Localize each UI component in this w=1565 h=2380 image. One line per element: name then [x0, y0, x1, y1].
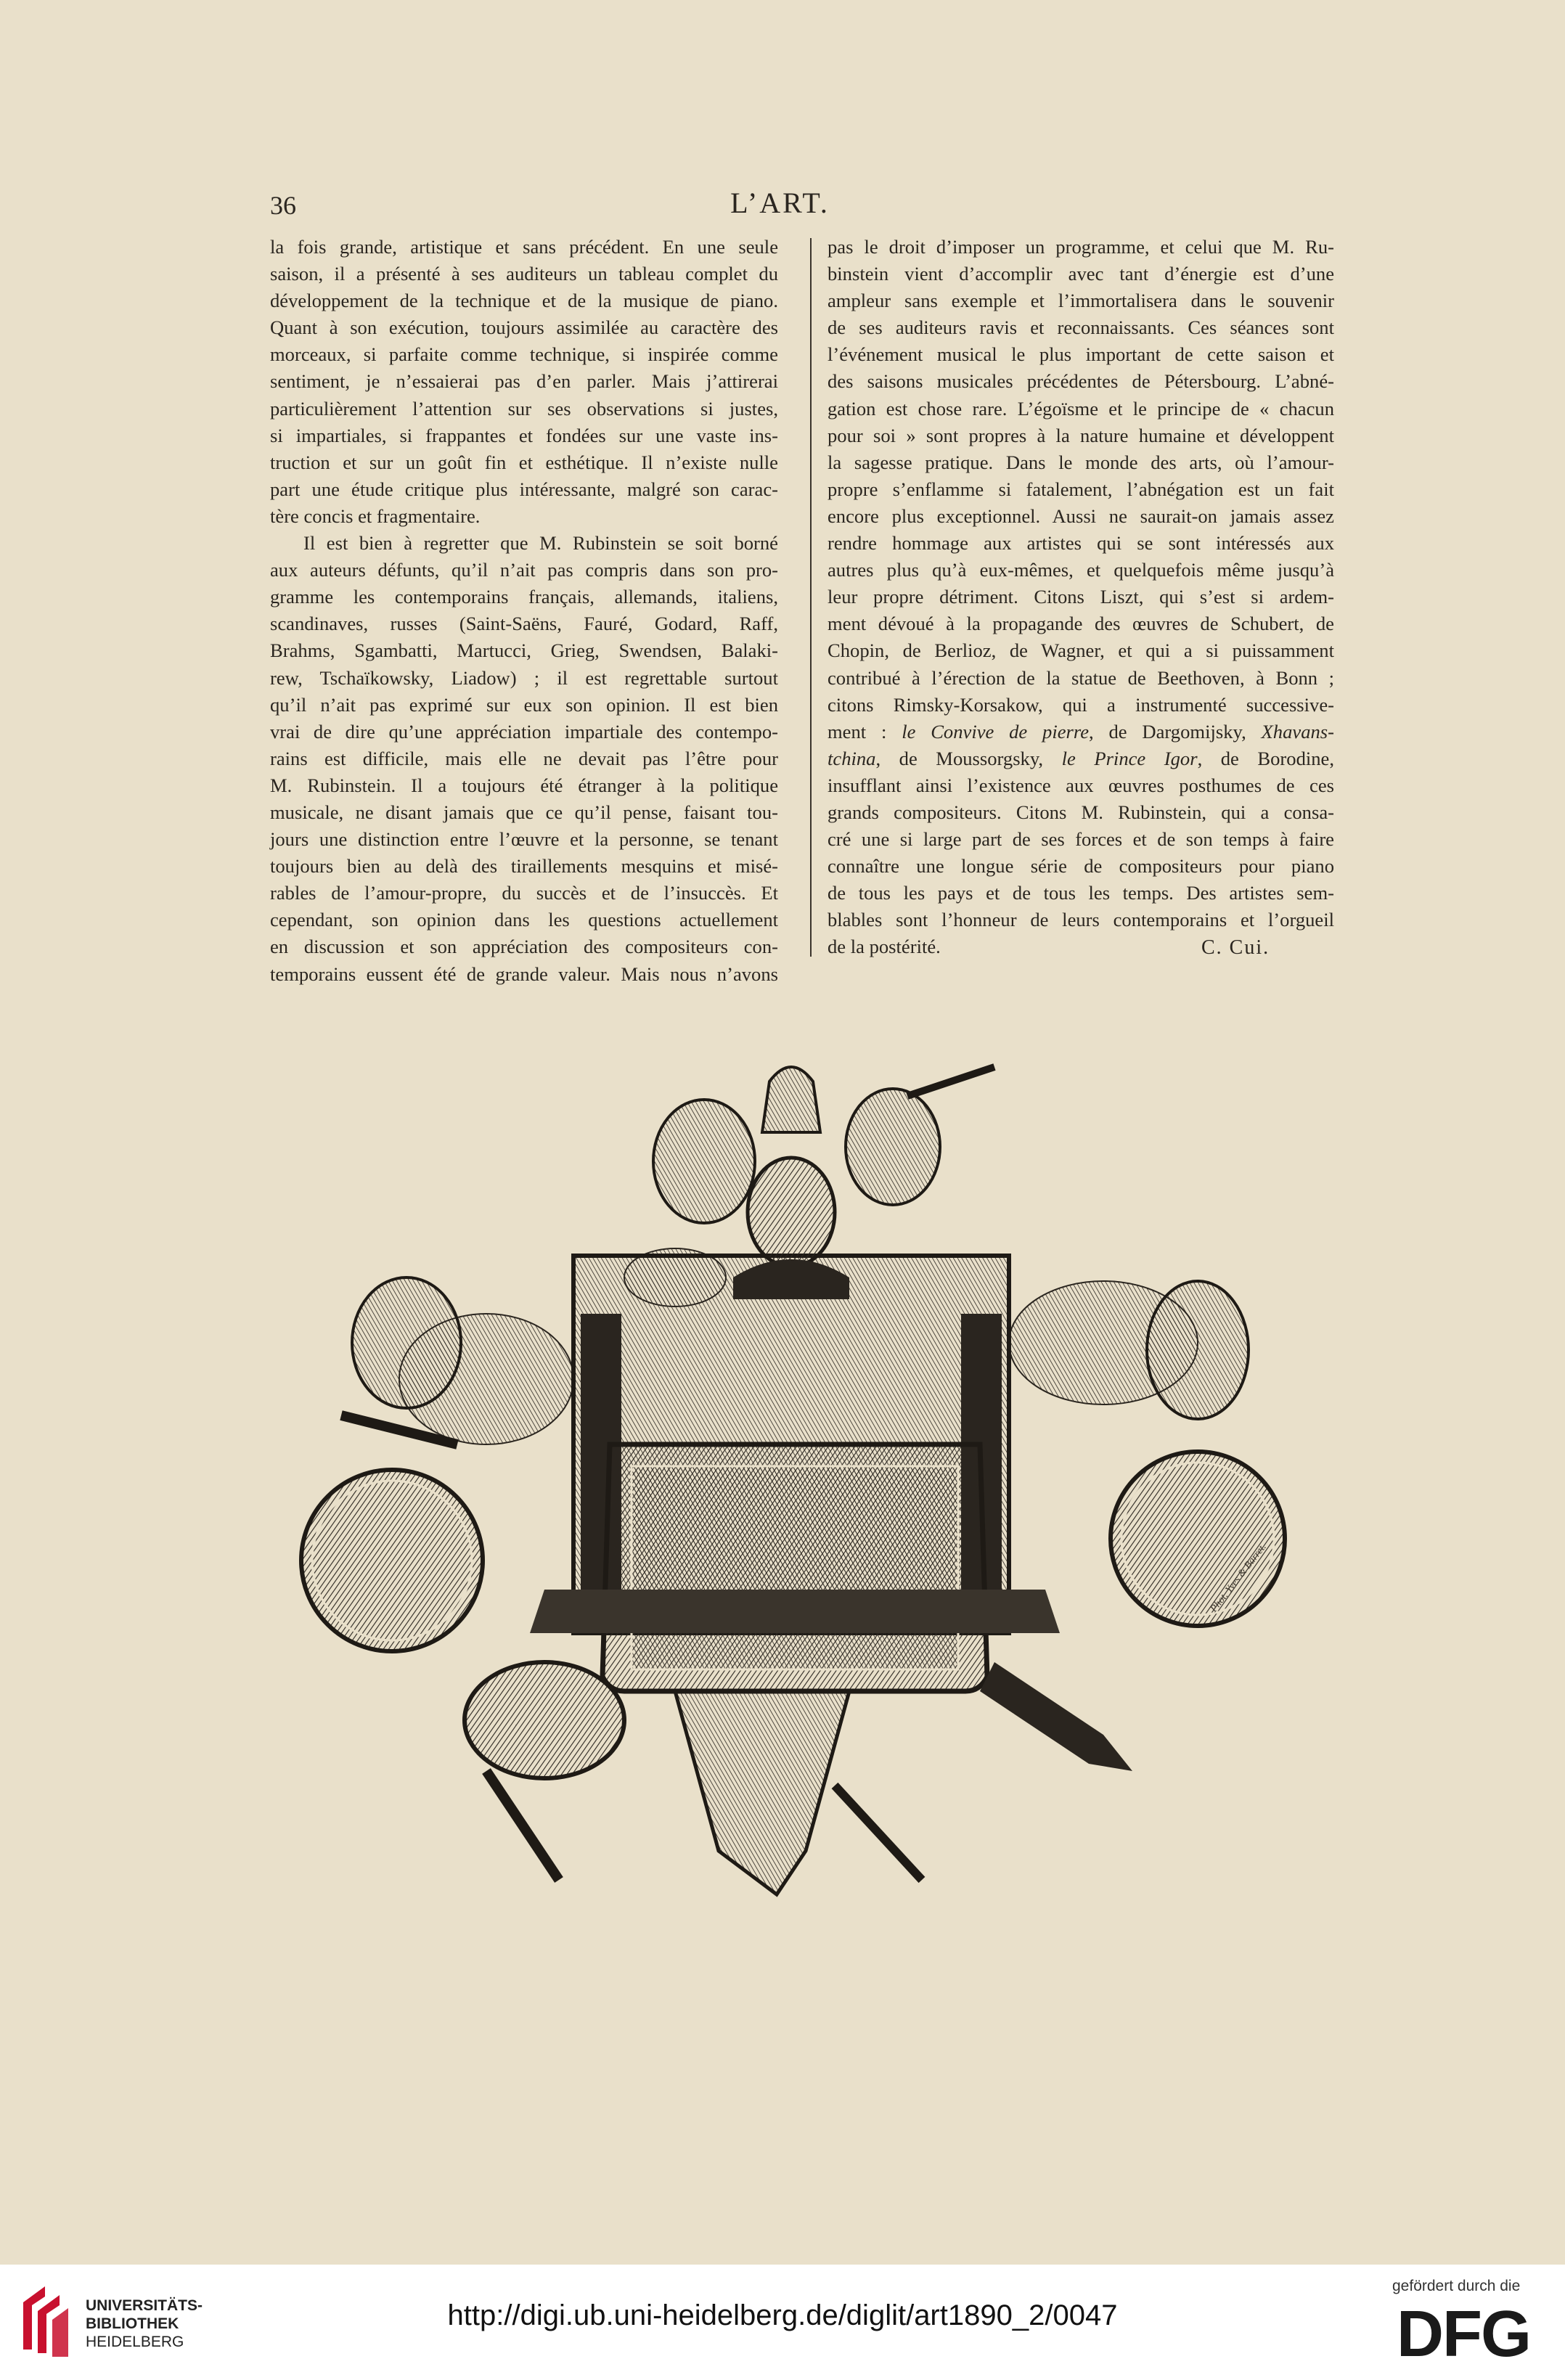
text-line: vrai de dire qu’une appréciation impartiale des contempo- — [270, 720, 778, 743]
text-line: insufflant ainsi l’existence aux œuvres posthumes de ces — [828, 774, 1334, 796]
work-title: Xhavans- — [1261, 720, 1334, 743]
page-number: 36 — [270, 191, 296, 220]
text-line: si impartiales, si frappantes et fondées sur une vaste ins- — [270, 424, 778, 446]
text-run: , de Dargomijsky, — [1089, 720, 1262, 743]
text-line: cré une si large part de ses forces et de son temps à faire — [828, 828, 1334, 851]
text-line: part une étude critique plus intéressante, malgré son carac- — [270, 478, 778, 500]
text-line: Brahms, Sgambatti, Martucci, Grieg, Swendsen, Balaki- — [270, 639, 778, 662]
text-line: Chopin, de Berlioz, de Wagner, et qui a si puissamment — [828, 639, 1334, 662]
library-name-line: UNIVERSITÄTS- — [86, 2297, 203, 2314]
text-line: développement de la technique et de la musique de piano. — [270, 290, 778, 312]
column-divider — [810, 238, 812, 957]
digitization-footer — [0, 2265, 1565, 2380]
paragraph-left-1 — [270, 234, 778, 530]
paragraph-left-2 — [270, 530, 778, 988]
running-head — [270, 184, 1290, 228]
text-line: blables sont l’honneur de leurs contemporains et l’orgueil — [828, 909, 1334, 931]
text-line: de tous les pays et de tous les temps. Des artistes sem- — [828, 882, 1334, 904]
right-medallion — [1111, 1452, 1285, 1626]
text-line: sentiment, je n’essaierai pas d’en parler. Mais j’attirerai — [270, 370, 778, 393]
text-line: temporains eussent été de grande valeur. Mais nous n’avons — [270, 962, 778, 985]
text-line: aux auteurs défunts, qu’il n’ait pas compris dans son pro- — [270, 559, 778, 581]
text-line: tère concis et fragmentaire. — [270, 504, 481, 527]
dfg-logo-text: DFG — [1397, 2299, 1530, 2363]
text-line: morceaux, si parfaite comme technique, si inspirée comme — [270, 343, 778, 366]
text-line: rables de l’amour-propre, du succès et de l’insuccès. Et — [270, 882, 778, 904]
work-title: tchina — [828, 747, 876, 769]
text-line: la fois grande, artistique et sans précédent. En une seule — [270, 236, 778, 258]
text-line-works-1 — [828, 719, 1334, 745]
text-line: de ses auditeurs ravis et reconnaissants. Ces séances sont — [828, 316, 1334, 339]
photo-credit: Phot. Yves & Barret. — [1209, 1542, 1269, 1615]
text-line: de la postérité. — [828, 936, 941, 958]
text-line: propre s’enflamme si fatalement, l’abnégation est un fait — [828, 478, 1334, 500]
text-line: gation est chose rare. L’égoïsme et le principe de « chacun — [828, 397, 1334, 420]
work-title: le Prince Igor — [1061, 747, 1198, 769]
library-name-line: HEIDELBERG — [86, 2334, 184, 2350]
text-line: particulièrement l’attention sur ses observations si justes, — [270, 397, 778, 420]
text-line: musicale, ne disant jamais que ce qu’il pense, faisant tou- — [270, 801, 778, 823]
text-line: truction et sur un goût fin et esthétique. Il n’existe nulle — [270, 451, 778, 473]
work-title: le Convive de pierre — [902, 720, 1090, 743]
text-run: , de Moussorgsky, — [875, 747, 1062, 769]
text-line: citons Rimsky-Korsakow, qui a instrumenté successive- — [828, 693, 1334, 716]
text-line: l’événement musical le plus important de cette saison et — [828, 343, 1334, 366]
text-line: jours une distinction entre l’œuvre et la personne, se tenant — [270, 828, 778, 851]
text-line: la sagesse pratique. Dans le monde des arts, où l’amour- — [828, 451, 1334, 473]
text-line: qu’il n’ait pas exprimé sur eux son opinion. Il est bien — [270, 693, 778, 716]
text-line: rew, Tschaïkowsky, Liadow) ; il est regrettable surtout — [270, 666, 778, 689]
text-line: rains est difficile, mais elle ne devait pas l’être pour — [270, 747, 778, 769]
text-line: ampleur sans exemple et l’immortalisera dans le souvenir — [828, 290, 1334, 312]
text-line: encore plus exceptionnel. Aussi ne saurait-on jamais assez — [828, 504, 1334, 527]
author-signature: C. Cui. — [1201, 936, 1270, 959]
dfg-logo-icon — [1394, 2299, 1546, 2363]
funding-caption: gefördert durch die — [1392, 2278, 1521, 2294]
text-column-left — [270, 234, 778, 988]
text-line: leur propre détriment. Citons Liszt, qui s’est si ardem- — [828, 586, 1334, 608]
text-line: scandinaves, russes (Saint-Saëns, Fauré, Godard, Raff, — [270, 613, 778, 635]
text-line: rendre hommage aux artistes qui se sont intéressés aux — [828, 532, 1334, 555]
text-line: saison, il a présenté à ses auditeurs un tableau complet du — [270, 263, 778, 285]
text-line: connaître une longue série de compositeurs pour piano — [828, 855, 1334, 878]
text-column-right — [828, 234, 1334, 961]
central-cabinet — [530, 1256, 1060, 1691]
text-line: en discussion et son appréciation des compositeurs con- — [270, 936, 778, 958]
text-line: binstein vient d’accomplir avec tant d’énergie est d’une — [828, 263, 1334, 285]
text-line-works-2 — [828, 745, 1334, 772]
text-line: des saisons musicales précédentes de Pétersbourg. L’abné- — [828, 370, 1334, 393]
text-line: contribué à l’érection de la statue de Beethoven, à Bonn ; — [828, 666, 1334, 689]
text-line: M. Rubinstein. Il a toujours été étranger à la politique — [270, 774, 778, 796]
permalink-url[interactable]: http://digi.ub.uni-heidelberg.de/diglit/art1890_2/0047 — [447, 2299, 1118, 2331]
text-line: autres plus qu’à eux-mêmes, et quelquefois même jusqu’à — [828, 559, 1334, 581]
left-medallion — [301, 1470, 483, 1651]
text-line: toujours bien au delà des tiraillements mesquins et misé- — [270, 855, 778, 878]
text-line: Quant à son exécution, toujours assimilée au caractère des — [270, 316, 778, 339]
text-line: ment dévoué à la propagande des œuvres de Schubert, de — [828, 613, 1334, 635]
text-line: Il est bien à regretter que M. Rubinstein se soit borné — [303, 532, 778, 555]
journal-title: L’ART. — [730, 187, 830, 219]
text-line: pas le droit d’imposer un programme, et celui que M. Ru- — [828, 236, 1334, 258]
text-run: ment : — [828, 720, 902, 743]
library-name-line: BIBLIOTHEK — [86, 2315, 179, 2332]
text-line: gramme les contemporains français, allemands, italiens, — [270, 586, 778, 608]
text-line: grands compositeurs. Citons M. Rubinstein, qui a consa- — [828, 801, 1334, 823]
text-line: cependant, son opinion dans les questions actuellement — [270, 909, 778, 931]
ornamental-vignette — [269, 1038, 1321, 1923]
text-line: pour soi » sont propres à la nature humaine et développent — [828, 424, 1334, 446]
text-run: , de Borodine, — [1197, 747, 1334, 769]
